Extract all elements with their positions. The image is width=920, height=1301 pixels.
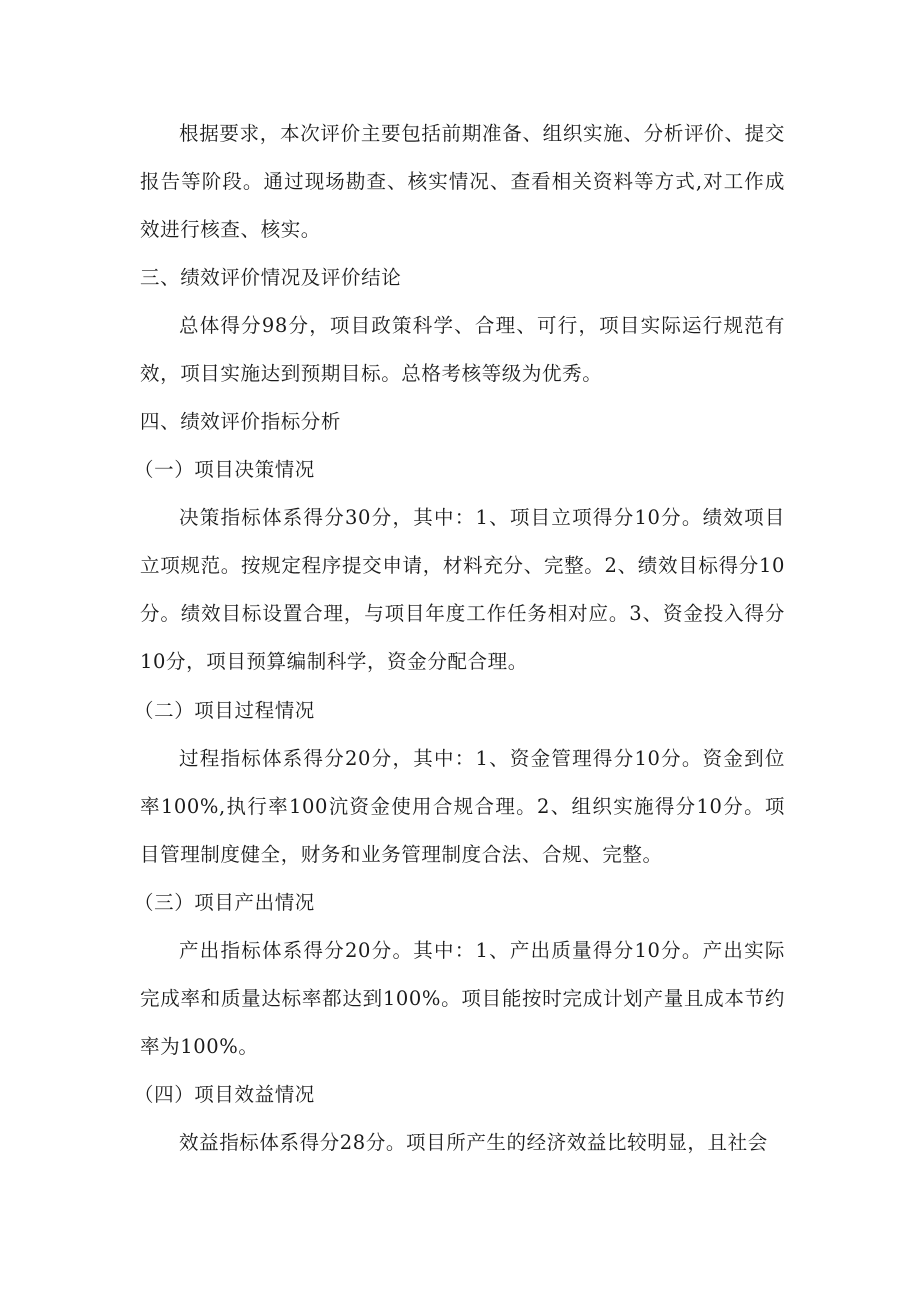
section-heading-3: 三、绩效评价情况及评价结论 (140, 266, 402, 289)
section-heading-4: 四、绩效评价指标分析 (140, 410, 342, 433)
subheading-output: （三）项目产出情况 (134, 891, 315, 914)
paragraph-evaluation-process: 根据要求，本次评价主要包括前期准备、组织实施、分析评价、提交报告等阶段。通过现场勘查、核实情况、查看相关资料等方式,对工作成效进行核查、核实。 (140, 122, 785, 241)
paragraph-decision: 决策指标体系得分30分，其中：1、项目立项得分10分。绩效项目立项规范。按规定程序提交申请，材料充分、完整。2、绩效目标得分10分。绩效目标设置合理，与项目年度工作任务相对应。3、资金投入得分10分，项目预算编制科学，资金分配合理。 (140, 506, 785, 673)
paragraph-overall-score: 总体得分98分，项目政策科学、合理、可行，项目实际运行规范有效，项目实施达到预期目标。总格考核等级为优秀。 (140, 314, 785, 385)
subheading-decision: （一）项目决策情况 (134, 458, 315, 481)
subheading-process: （二）项目过程情况 (134, 699, 315, 722)
subheading-benefit: （四）项目效益情况 (134, 1083, 315, 1106)
paragraph-benefit: 效益指标体系得分28分。项目所产生的经济效益比较明显，且社会 (179, 1131, 768, 1154)
paragraph-process: 过程指标体系得分20分，其中：1、资金管理得分10分。资金到位率100%,执行率100沆资金使用合规合理。2、组织实施得分10分。项目管理制度健全，财务和业务管理制度合法、合规、完整。 (140, 747, 785, 866)
paragraph-output: 产出指标体系得分20分。其中：1、产出质量得分10分。产出实际完成率和质量达标率都达到100%。项目能按时完成计划产量且成本节约率为100%。 (140, 939, 785, 1058)
